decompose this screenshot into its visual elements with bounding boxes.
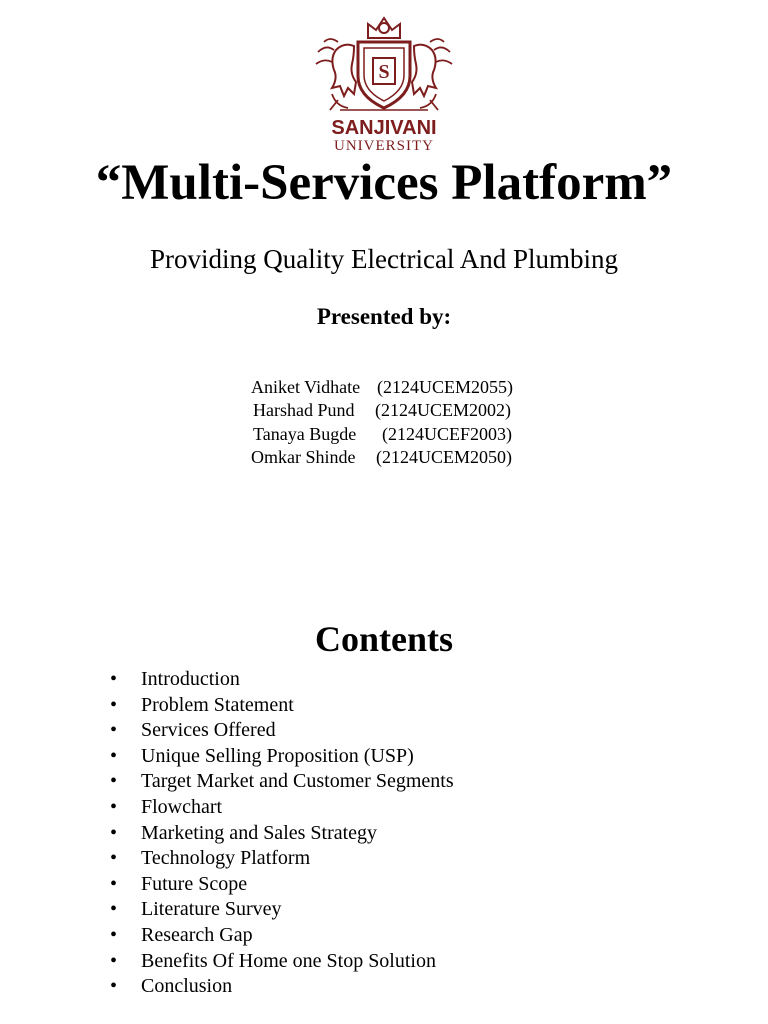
bullet-icon: • <box>110 898 118 921</box>
bullet-icon: • <box>110 770 118 793</box>
list-item <box>0 872 768 898</box>
contents-list <box>0 667 768 1000</box>
list-item <box>0 667 768 693</box>
presenters-list <box>0 376 768 469</box>
bullet-icon: • <box>110 847 118 870</box>
presenter-id: (2124UCEM2050) <box>376 446 512 467</box>
presenter-row <box>0 399 768 422</box>
contents-heading: Contents <box>314 619 453 659</box>
list-item-text: Problem Statement <box>141 693 294 716</box>
page-title: “Multi-Services Platform” <box>95 155 673 211</box>
bullet-icon: • <box>110 693 118 716</box>
page-subtitle: Providing Quality Electrical And Plumbing <box>150 244 618 274</box>
bullet-icon: • <box>110 872 118 895</box>
presenter-row <box>0 423 768 446</box>
presenter-name: Tanaya Bugde <box>253 423 357 444</box>
list-item-text: Future Scope <box>141 872 248 895</box>
list-item-text: Literature Survey <box>141 898 282 921</box>
bullet-icon: • <box>110 719 118 742</box>
list-item <box>0 846 768 872</box>
university-logo <box>310 12 458 152</box>
bullet-icon: • <box>110 949 118 972</box>
presenter-name: Harshad Pund <box>253 400 355 421</box>
presenter-id: (2124UCEM2002) <box>375 400 511 421</box>
bullet-icon: • <box>110 668 118 690</box>
list-item-text: Marketing and Sales Strategy <box>141 821 378 844</box>
list-item <box>0 693 768 719</box>
bullet-icon: • <box>110 821 118 844</box>
list-item <box>0 897 768 923</box>
list-item-text: Technology Platform <box>141 847 311 870</box>
list-item-text: Research Gap <box>141 923 253 946</box>
presenter-name: Omkar Shinde <box>251 446 356 467</box>
presented-by-heading: Presented by: <box>316 304 452 329</box>
presenter-id: (2124UCEF2003) <box>382 423 512 444</box>
bullet-icon: • <box>110 795 118 818</box>
list-item <box>0 769 768 795</box>
presenter-row <box>0 446 768 469</box>
list-item <box>0 744 768 770</box>
list-item-text: Introduction <box>141 668 240 690</box>
university-crest-icon <box>310 12 458 152</box>
presenter-row <box>0 376 768 399</box>
list-item-text: Unique Selling Proposition (USP) <box>141 744 414 767</box>
presenter-id: (2124UCEM2055) <box>377 377 513 397</box>
list-item-text: Benefits Of Home one Stop Solution <box>141 949 436 972</box>
list-item <box>0 795 768 821</box>
list-item <box>0 821 768 847</box>
list-item <box>0 718 768 744</box>
presenter-name: Aniket Vidhate <box>251 377 361 397</box>
bullet-icon: • <box>110 975 118 998</box>
list-item <box>0 949 768 975</box>
list-item <box>0 974 768 1000</box>
list-item-text: Services Offered <box>141 719 276 742</box>
logo-subtitle: UNIVERSITY <box>334 138 434 152</box>
bullet-icon: • <box>110 923 118 946</box>
logo-wordmark: SANJIVANI <box>331 117 437 139</box>
list-item-text: Target Market and Customer Segments <box>141 770 454 793</box>
list-item <box>0 923 768 949</box>
bullet-icon: • <box>110 744 118 767</box>
list-item-text: Conclusion <box>141 975 233 998</box>
list-item-text: Flowchart <box>141 795 223 818</box>
logo-monogram: S <box>378 61 390 83</box>
